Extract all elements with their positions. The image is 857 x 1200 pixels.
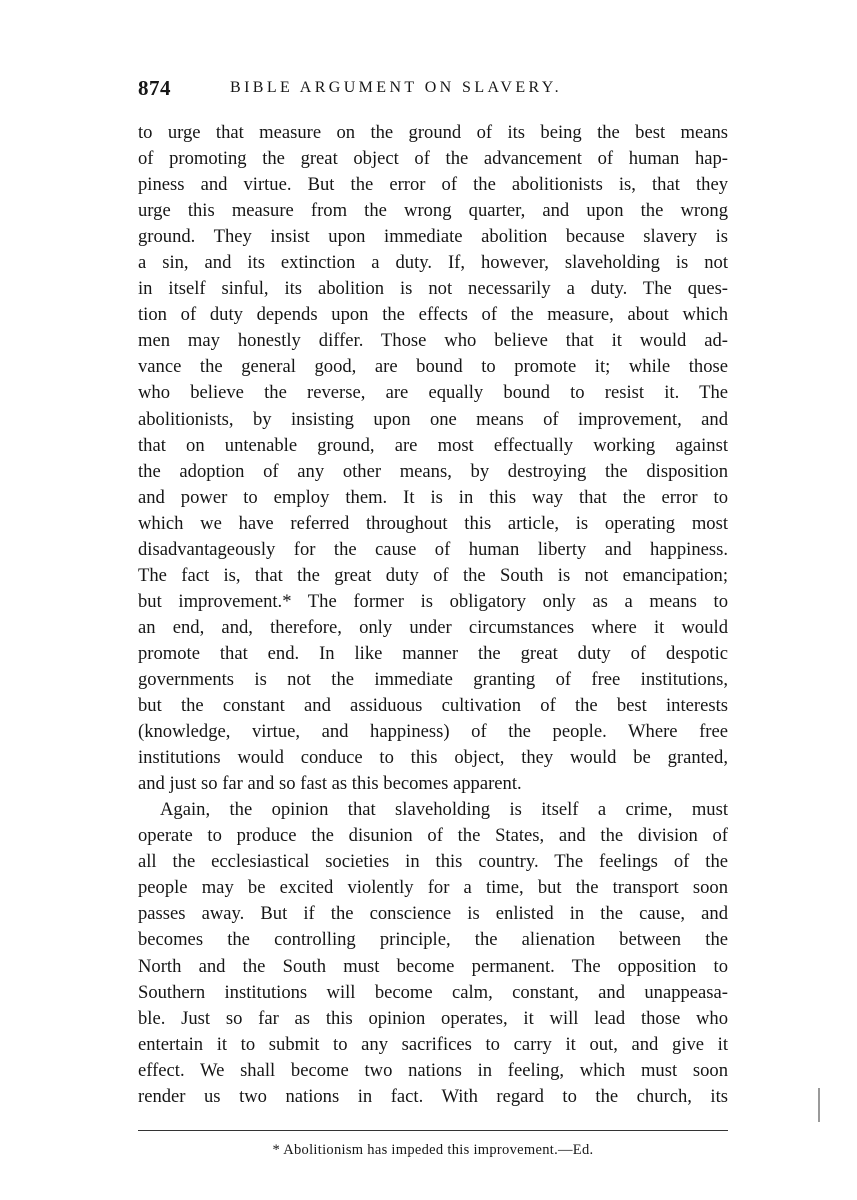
text-line: to urge that measure on the ground of its being the best means (138, 122, 728, 143)
text-line: of promoting the great object of the advancement of human hap- (138, 148, 728, 170)
paragraph-end-line: and just so far and so fast as this becomes apparent. (138, 773, 522, 795)
text-line: urge this measure from the wrong quarter, and upon the wrong (138, 200, 728, 222)
text-line: Southern institutions will become calm, constant, and unappeasa- (138, 981, 728, 1003)
text-line: ble. Just so far as this opinion operates, it will lead those who (138, 1007, 728, 1029)
text-line: an end, and, therefore, only under circumstances where it would (138, 616, 728, 638)
running-title: BIBLE ARGUMENT ON SLAVERY. (230, 79, 562, 96)
text-line: effect. We shall become two nations in feeling, which must soon (138, 1059, 728, 1081)
paragraph-start-line: Again, the opinion that slaveholding is itself a crime, must (160, 799, 728, 821)
page-header (138, 76, 738, 108)
text-line: people may be excited violently for a time, but the transport soon (138, 877, 728, 899)
text-line: passes away. But if the conscience is enlisted in the cause, and (138, 903, 728, 925)
text-line: becomes the controlling principle, the alienation between the (138, 929, 728, 951)
text-line: operate to produce the disunion of the States, and the division of (138, 825, 728, 847)
text-line: that on untenable ground, are most effectually working against (138, 434, 728, 456)
footnote: * Abolitionism has impeded this improvement.—Ed. (272, 1142, 594, 1158)
text-line: piness and virtue. But the error of the abolitionists is, that they (138, 174, 728, 196)
text-line: which we have referred throughout this article, is operating most (138, 512, 728, 534)
text-line: The fact is, that the great duty of the South is not emancipation; (138, 564, 728, 586)
text-line: and power to employ them. It is in this way that the error to (138, 486, 728, 508)
text-line: ground. They insist upon immediate abolition because slavery is (138, 226, 728, 248)
text-line: in itself sinful, its abolition is not necessarily a duty. The ques- (138, 278, 728, 300)
text-line: entertain it to submit to any sacrifices to carry it out, and give it (138, 1033, 728, 1055)
text-line: tion of duty depends upon the effects of the measure, about which (138, 304, 728, 326)
text-line: North and the South must become permanent. The opposition to (138, 955, 728, 977)
text-line: institutions would conduce to this object, they would be granted, (138, 747, 728, 769)
text-line: promote that end. In like manner the great duty of despotic (138, 642, 728, 664)
text-line: disadvantageously for the cause of human liberty and happiness. (138, 538, 728, 560)
footnote-divider (138, 1130, 728, 1131)
body-text (138, 120, 728, 1110)
page-number: 874 (138, 76, 171, 100)
text-line: but the constant and assiduous cultivation of the best interests (138, 695, 728, 717)
margin-mark (818, 1088, 820, 1122)
text-line: governments is not the immediate granting of free institutions, (138, 668, 728, 690)
text-line: men may honestly differ. Those who believe that it would ad- (138, 330, 728, 352)
text-line: the adoption of any other means, by destroying the disposition (138, 460, 728, 482)
text-line: all the ecclesiastical societies in this country. The feelings of the (138, 851, 728, 873)
text-line: render us two nations in fact. With regard to the church, its (138, 1085, 728, 1107)
text-line: a sin, and its extinction a duty. If, however, slaveholding is not (138, 252, 728, 274)
text-line: but improvement.* The former is obligatory only as a means to (138, 590, 728, 612)
text-line: abolitionists, by insisting upon one means of improvement, and (138, 408, 728, 430)
text-line: vance the general good, are bound to promote it; while those (138, 356, 728, 378)
text-line: who believe the reverse, are equally bound to resist it. The (138, 382, 728, 404)
text-line: (knowledge, virtue, and happiness) of the people. Where free (138, 721, 728, 743)
